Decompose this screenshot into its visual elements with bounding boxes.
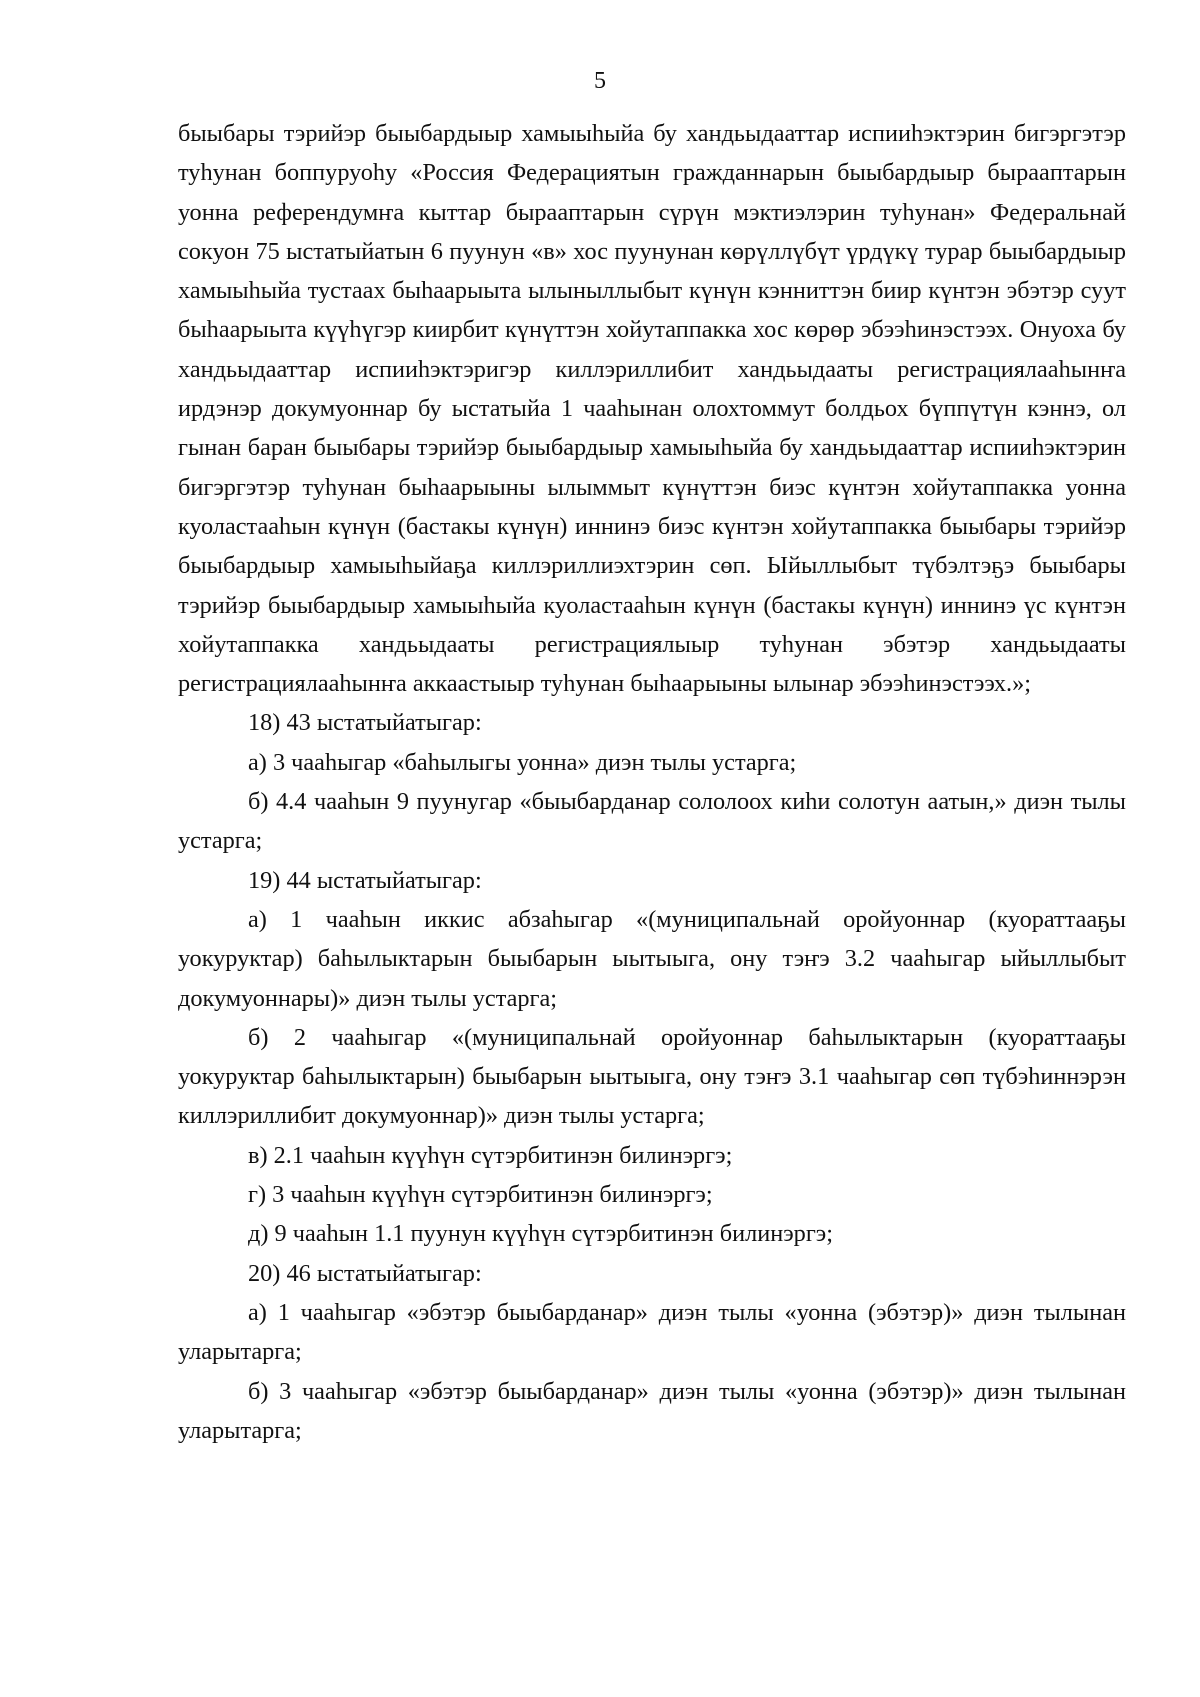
paragraph: д) 9 чааһын 1.1 пуунун күүһүн сүтэрбитинэн билинэргэ; [248,1220,833,1248]
document-body [178,114,1126,1450]
paragraph: б) 2 чааһыгар «(муниципальнай оройуоннар баһылыктарын (куораттааҕы уокуруктар баһылыктарын) быыбарын ыытыыга, ону тэҥэ 3.1 чааһыгар сөп түбэһиннэрэн киллэриллибит докумуоннар)» диэн тылы устарга; [178,1023,1126,1130]
paragraph: а) 3 чааһыгар «баһылыгы уонна» диэн тылы устарга; [248,748,797,776]
paragraph: 18) 43 ыстатыйатыгар: [248,709,482,737]
paragraph: а) 1 чааһыгар «эбэтэр быыбарданар» диэн тылы «уонна (эбэтэр)» диэн тылынан уларытарга; [178,1298,1126,1366]
paragraph: 19) 44 ыстатыйатыгар: [248,866,482,894]
page-number: 5 [594,68,606,94]
paragraph: 20) 46 ыстатыйатыгар: [248,1259,482,1287]
paragraph: в) 2.1 чааһын күүһүн сүтэрбитинэн билинэргэ; [248,1141,733,1169]
paragraph: б) 4.4 чааһын 9 пуунугар «быыбарданар сололоох киһи солотун аатын,» диэн тылы устарга; [178,788,1126,855]
paragraph: б) 3 чааһыгар «эбэтэр быыбарданар» диэн тылы «уонна (эбэтэр)» диэн тылынан уларытарга; [178,1377,1126,1444]
paragraph: быыбары тэрийэр быыбардыыр хамыыһыйа бу хандьыдааттар испииһэктэрин бигэргэтэр туһунан боппуруоһу «Россия Федерациятын гражданнарын быыбардыыр быраaптарын уонна референдумҥа кыттар быраaптарын сүрүн мэктиэлэрин туһунан» Федеральнай сокуон 75 ыстатыйатын 6 пуунун «в» хос пуунунан көрүллүбүт үрдүкү турар быыбардыыр хамыыһыйа тустаах быһаарыыта ылыныллыбыт күнүн кэнниттэн биир күнтэн эбэтэр суут быһаарыыта күүһүгэр киирбит күнүттэн хойутаппакка хос көрөр эбээһинэстээх. Онуоха бу хандьыдааттар испииһэктэригэр киллэриллибит хандьыдааты регистрациялааһынҥа ирдэнэр докумуоннар бу ыстатыйа 1 чааһынан олохтоммут болдьох бүппүтүн кэннэ, ол гынан баран быыбары тэрийэр быыбардыыр хамыыһыйа бу хандьыдааттар испииһэктэрин бигэргэтэр туһунан быһаарыыны ылыммыт күнүттэн биэс күнтэн хойутаппакка уонна куоластааһын күнүн (бастакы күнүн) иннинэ биэс күнтэн хойутаппакка быыбары тэрийэр быыбардыыр хамыыһыйаҕа киллэриллиэхтэрин сөп. Ыйыллыбыт түбэлтэҕэ быыбары тэрийэр быыбардыыр хамыыһыйа куоластааһын күнүн (бастакы күнүн) иннинэ үс күнтэн хойутаппакка хандьыдааты регистрациялыыр туһунан эбэтэр хандьыдааты регистрациялааһынҥа аккаастыыр туһунан быһаарыыны ылынар эбээһинэстээх.»; [178,120,1126,698]
paragraph: г) 3 чааһын күүһүн сүтэрбитинэн билинэргэ; [248,1181,713,1209]
paragraph: а) 1 чааһын иккис абзаһыгар «(муниципальнай оройуоннар (куораттааҕы уокуруктар) баһылыктарын быыбарын ыытыыга, ону тэҥэ 3.2 чааһыгар ыйыллыбыт докумуоннары)» диэн тылы устарга; [178,905,1126,1012]
